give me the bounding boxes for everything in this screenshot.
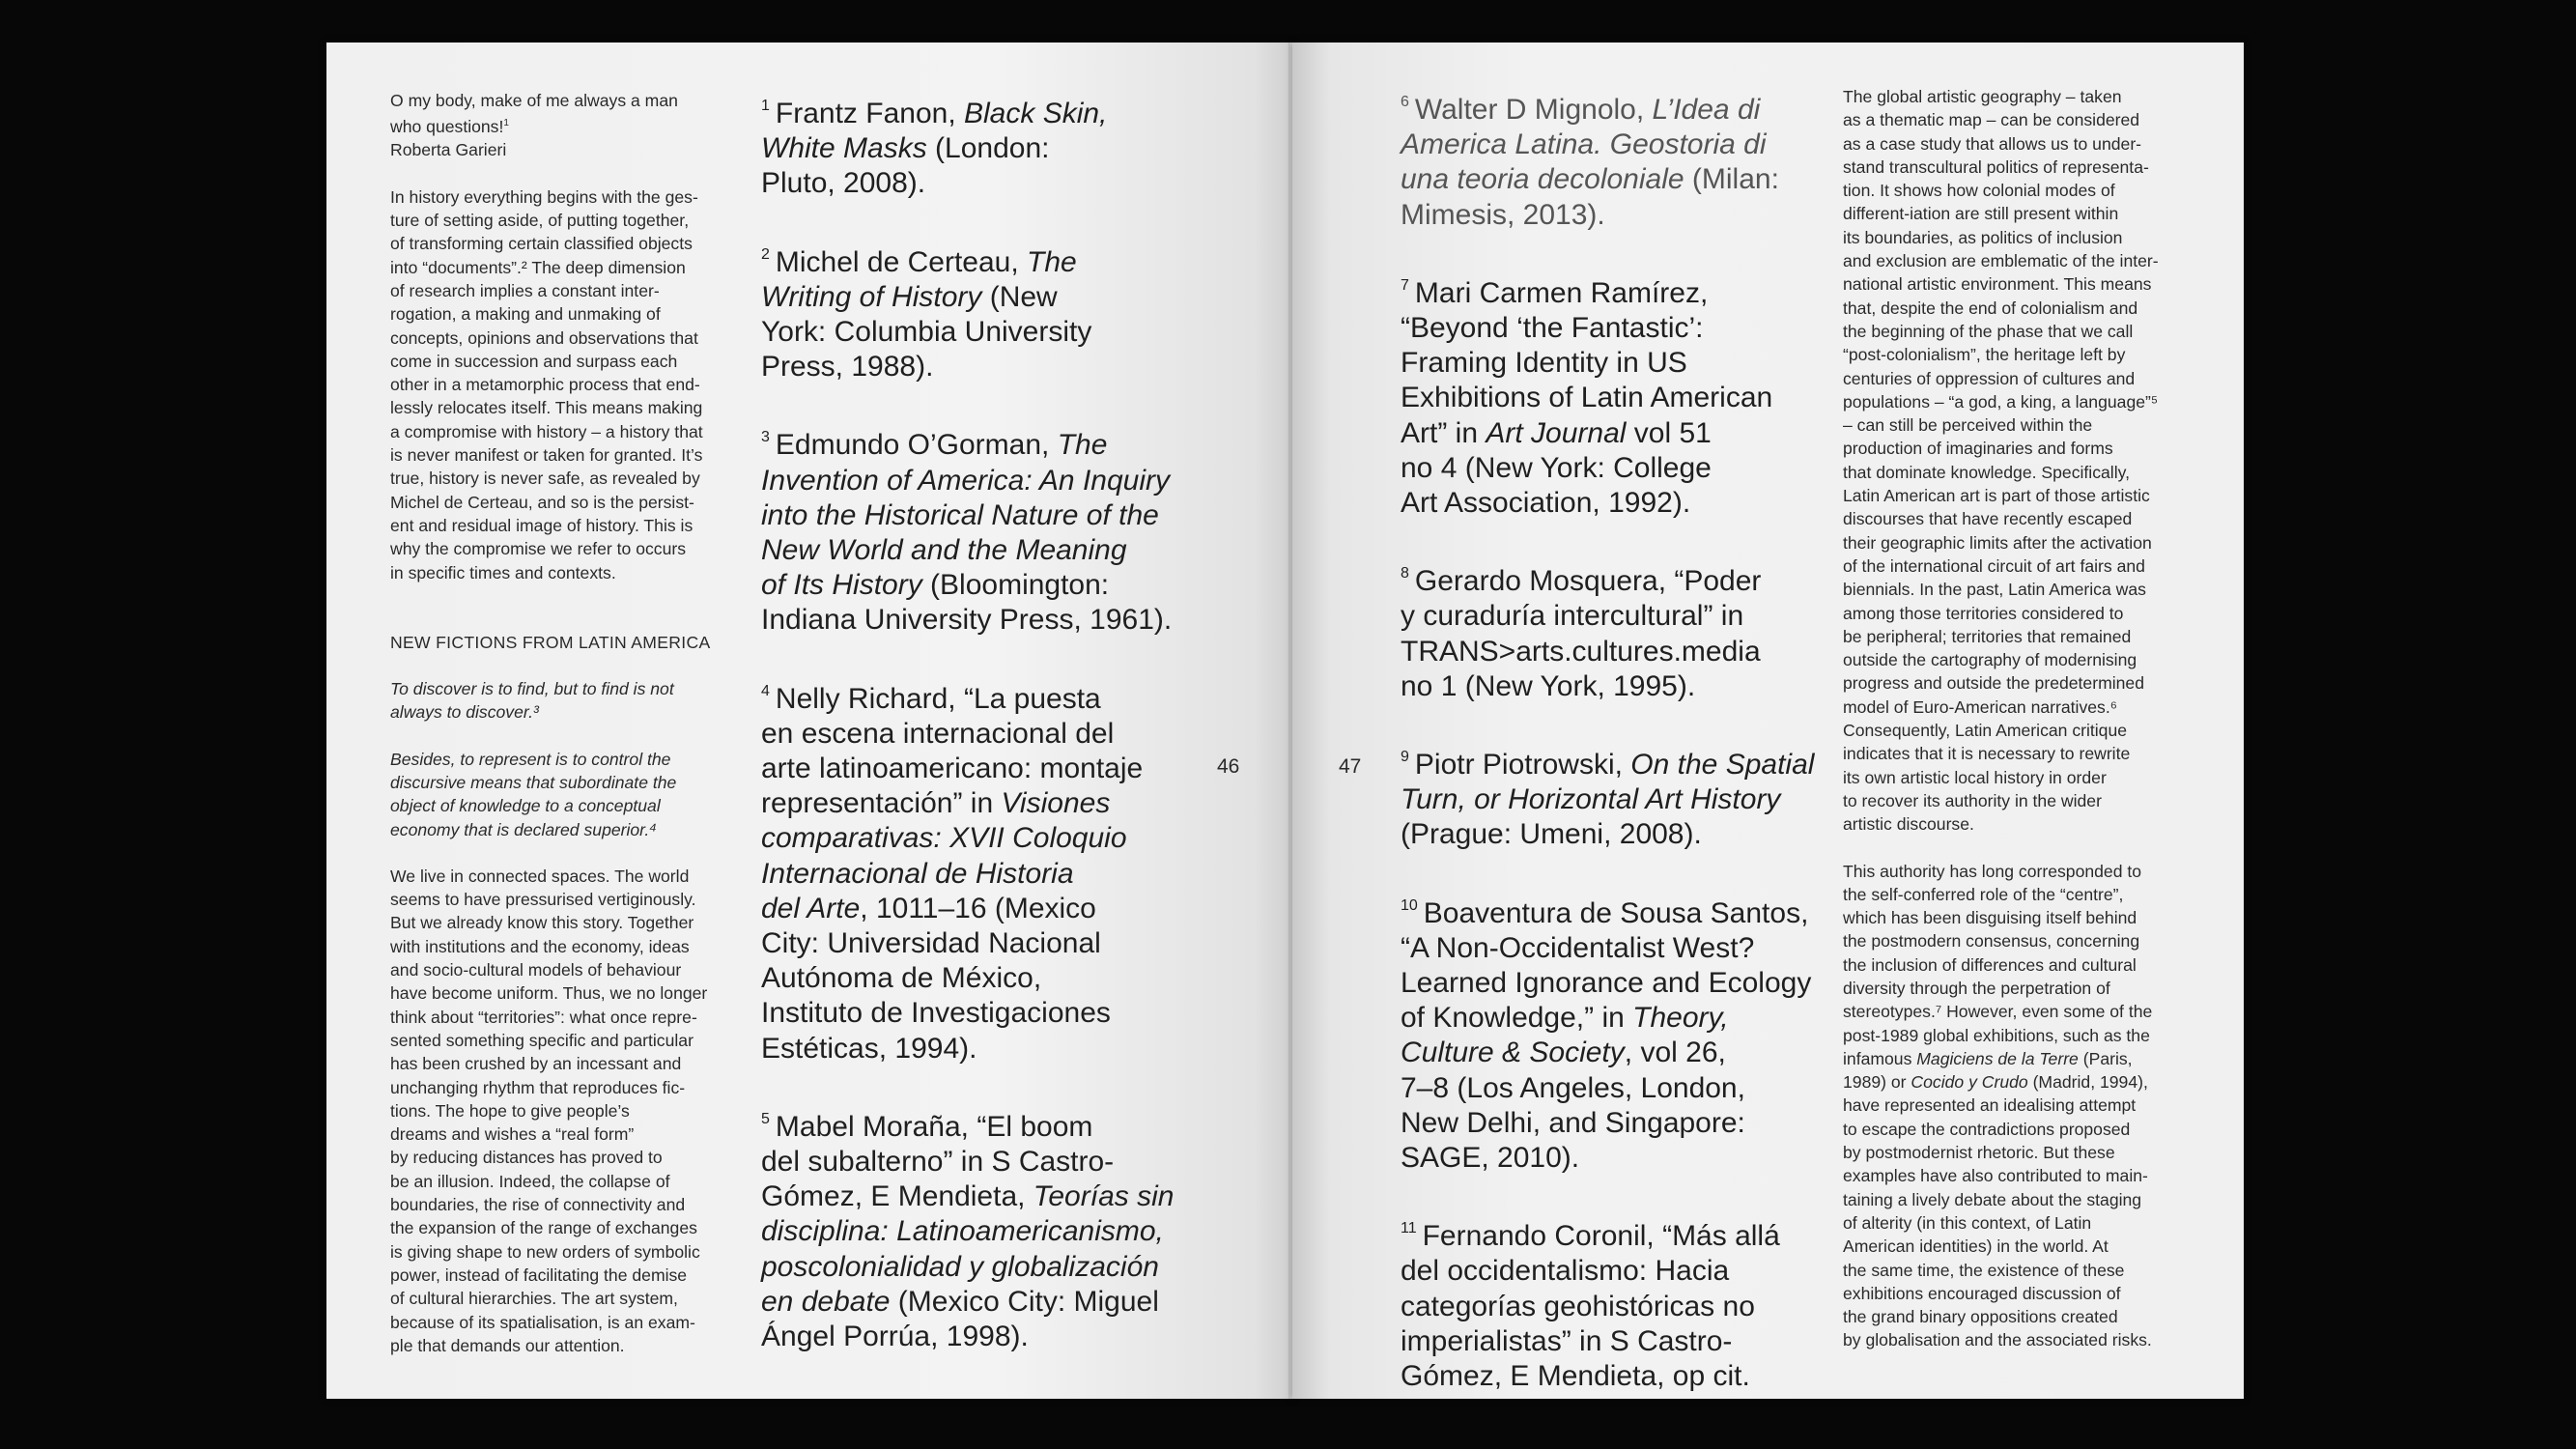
quote: Besides, to represent is to control the discursive means that subordinate the object of knowledge to a conceptual economy that is declared superior.⁴	[390, 749, 677, 839]
right-text-column	[1843, 85, 2200, 1352]
footnote-number: 5	[761, 1110, 770, 1127]
footnote: $^4$ Nelly Richard, “La puesta en escena internacional del arte latinoamericano: montaje representación” in Visiones comparativas: XVII Coloquio Internacional de Historia del Arte, 1011–16 (Mexico City: Universidad Nacional Autónoma de México, Instituto de Investigaciones Estéticas, 1994).	[761, 682, 1144, 1065]
footnote-number: 1	[761, 98, 770, 114]
right-page	[1292, 43, 2244, 1399]
footnote-number: 8	[1401, 565, 1409, 582]
quote: To discover is to find, but to find is not always to discover.³	[390, 679, 674, 723]
footnote: $^7$ Mari Carmen Ramírez, “Beyond ‘the Fantastic’: Framing Identity in US Exhibitions of Latin American Art” in Art Journal vol 51 no 4 (New York: College Art Association, 1992).	[1401, 276, 1773, 520]
footnote: $^6$ Walter D Mignolo, L’Idea di America Latina. Geostoria di una teoria decoloniale (Milan: Mimesis, 2013).	[1401, 94, 1779, 231]
footnote-number: 9	[1401, 749, 1409, 766]
footnote: $^9$ Piotr Piotrowski, On the Spatial Turn, or Horizontal Art History (Prague: Umeni, 2008).	[1401, 749, 1815, 851]
body-paragraph: This authority has long corresponded to the self-conferred role of the “centre”, which has been disguising itself behind the postmodern consensus, concerning the inclusion of differences and cultural diversity through the perpetration of stereotypes.⁷ However, even some of the post-1989 global exhibitions, such as the infamous Magiciens de la Terre (Paris, 1989) or Cocido y Crudo (Madrid, 1994), have represented an idealising attempt to escape the contradictions proposed by postmodernist rhetoric. But these examples have also contributed to main- taining a lively debate about the staging of alterity (in this context, of Latin American identities) in the world. At the same time, the existence of these exhibitions encouraged discussion of the grand binary oppositions created by globalisation and the associated risks.	[1843, 861, 2153, 1350]
footnotes-left	[761, 89, 1215, 1390]
footnote: $^{10}$ Boaventura de Sousa Santos, “A Non-Occidentalist West? Learned Ignorance and Ecology of Knowledge,” in Theory, Culture & Society, vol 26, 7–8 (Los Angeles, London, New Delhi, and Singapore: SAGE, 2010).	[1401, 896, 1812, 1175]
footnote-number: 6	[1401, 94, 1409, 110]
body-paragraph: In history everything begins with the ges- ture of setting aside, of putting together, of transforming certain classified objects into “documents”.² The deep dimension of research implies a constant inter- rogation, a making and unmaking of concepts, opinions and observations that come in succession and surpass each other in a metamorphic process that end- lessly relocates itself. This means making a compromise with history – a history that is never manifest or taken for granted. It’s true, history is never safe, as revealed by Michel de Certeau, and so is the persist- ent and residual image of history. This is why the compromise we refer to occurs in specific times and contexts.	[390, 186, 703, 582]
epigraph-author: Roberta Garieri	[390, 140, 507, 160]
footnote: $^2$ Michel de Certeau, The Writing of History (New York: Columbia University Press, 1988).	[761, 245, 1092, 384]
footnote-number: 7	[1401, 276, 1409, 294]
footnote: $^{11}$ Fernando Coronil, “Más allá del occidentalismo: Hacia categorías geohistóricas no imperialistas” in S Castro- Gómez, E Mendieta, op cit.	[1401, 1220, 1780, 1393]
page-number: 46	[1217, 755, 1240, 778]
footnote: $^3$ Edmundo O’Gorman, The Invention of America: An Inquiry into the Historical Nature of the New World and the Meaning of Its History (Bloomington: Indiana University Press, 1961).	[761, 429, 1173, 637]
page-number: 47	[1339, 755, 1362, 778]
footnote-number: 3	[761, 429, 770, 446]
body-paragraph: We live in connected spaces. The world seems to have pressurised vertiginously. But we already know this story. Together with institutions and the economy, ideas and socio-cultural models of behaviour have become uniform. Thus, we no longer think about “territories”: what once repre- sented something specific and particular has been crushed by an incessant and unchanging rhythm that reproduces fic- tions. The hope to give people’s dreams and wishes a “real form” by reducing distances has proved to be an illusion. Indeed, the collapse of boundaries, the rise of connectivity and the expansion of the range of exchanges is giving shape to new orders of symbolic power, instead of facilitating the demise of cultural hierarchies. The art system, because of its spatialisation, is an exam- ple that demands our attention.	[390, 866, 708, 1355]
footnote: $^8$ Gerardo Mosquera, “Poder y curaduría intercultural” in TRANS>arts.cultures.media no 1 (New York, 1995).	[1401, 565, 1762, 702]
left-text-column	[390, 89, 738, 1357]
footnotes-right	[1401, 85, 1859, 1430]
epigraph-quote: O my body, make of me always a man who questions!$^1$	[390, 91, 678, 137]
footnote: $^1$ Frantz Fanon, Black Skin, White Masks (London: Pluto, 2008).	[761, 98, 1108, 200]
footnote-number: 4	[761, 682, 770, 699]
footnote-number: 11	[1401, 1220, 1417, 1237]
left-page	[326, 43, 1292, 1399]
section-heading: NEW FICTIONS FROM LATIN AMERICA	[390, 632, 711, 652]
footnote: $^5$ Mabel Moraña, “El boom del subalterno” in S Castro- Gómez, E Mendieta, Teorías sin disciplina: Latinoamericanismo, poscolonialidad y globalización en debate (Mexico City: Miguel Ángel Porrúa, 1998).	[761, 1110, 1175, 1353]
body-paragraph: The global artistic geography – taken as a thematic map – can be considered as a case study that allows us to under- stand transcultural politics of representa- tion. It shows how colonial modes of different-iation are still present within its boundaries, as politics of inclusion and exclusion are emblematic of the inter- national artistic environment. This means that, despite the end of colonialism and the beginning of the phase that we call “post-colonialism”, the heritage left by centuries of oppression of cultures and populations – “a god, a king, a language”⁵ – can still be perceived within the production of imaginaries and forms that dominate knowledge. Specifically, Latin American art is part of those artistic discourses that have recently escaped their geographic limits after the activation of the international circuit of art fairs and biennials. In the past, Latin America was among those territories considered to be peripheral; territories that remained outside the cartography of modernising progress and outside the predetermined model of Euro-American narratives.⁶ Consequently, Latin American critique indicates that it is necessary to rewrite its own artistic local history in order to recover its authority in the wider artistic discourse.	[1843, 87, 2159, 835]
footnote-number: 10	[1401, 896, 1418, 914]
footnote-number: 2	[761, 245, 770, 263]
